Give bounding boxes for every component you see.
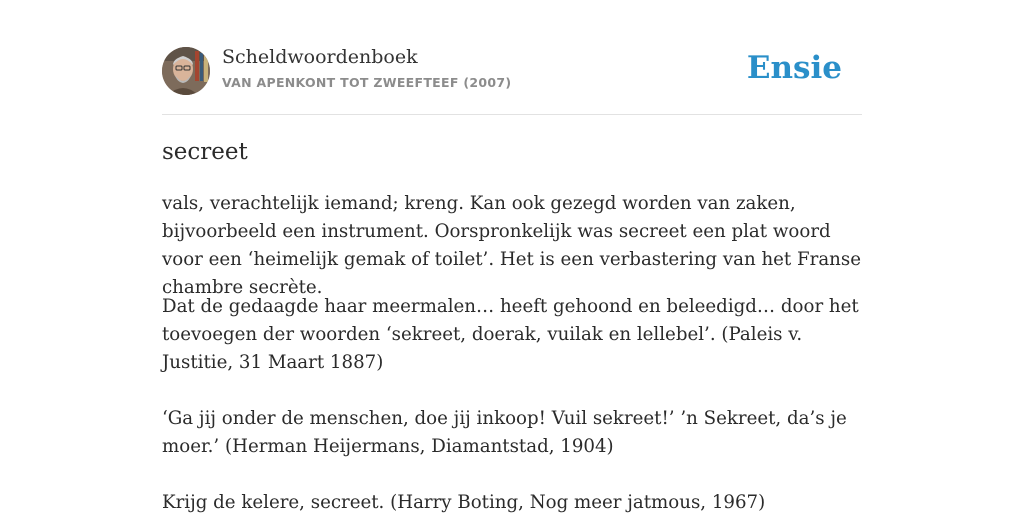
- source-title[interactable]: Scheldwoordenboek: [222, 46, 418, 68]
- entry-term: secreet: [162, 139, 248, 165]
- entry-definition: vals, verachtelijk iemand; kreng. Kan ook gezegd worden van zaken, bijvoorbeeld een instrument. Oorspronkelijk was secreet een plat woord voor een ‘heimelijk gemak of toilet’. Het is een verbastering van het Franse chambre secrète.: [162, 193, 861, 298]
- quote-3: Krijg de kelere, secreet. (Harry Boting, Nog meer jatmous, 1967): [162, 492, 766, 513]
- ensie-logo[interactable]: Ensie: [746, 50, 842, 86]
- source-header: [162, 0, 862, 115]
- avatar[interactable]: [162, 47, 210, 95]
- quote-1: Dat de gedaagde haar meermalen… heeft gehoond en beleedigd… door het toevoegen der woorden ‘sekreet, doerak, vuilak en lellebel’. (Paleis v. Justitie, 31 Maart 1887): [162, 296, 859, 373]
- quote-2: ‘Ga jij onder de menschen, doe jij inkoop! Vuil sekreet!’ ’n Sekreet, da’s je moer.’ (Herman Heijermans, Diamantstad, 1904): [162, 408, 847, 457]
- author-portrait-icon: [162, 47, 210, 95]
- entry-card: [162, 0, 862, 513]
- source-subtitle: VAN APENKONT TOT ZWEEFTEEF (2007): [222, 75, 512, 90]
